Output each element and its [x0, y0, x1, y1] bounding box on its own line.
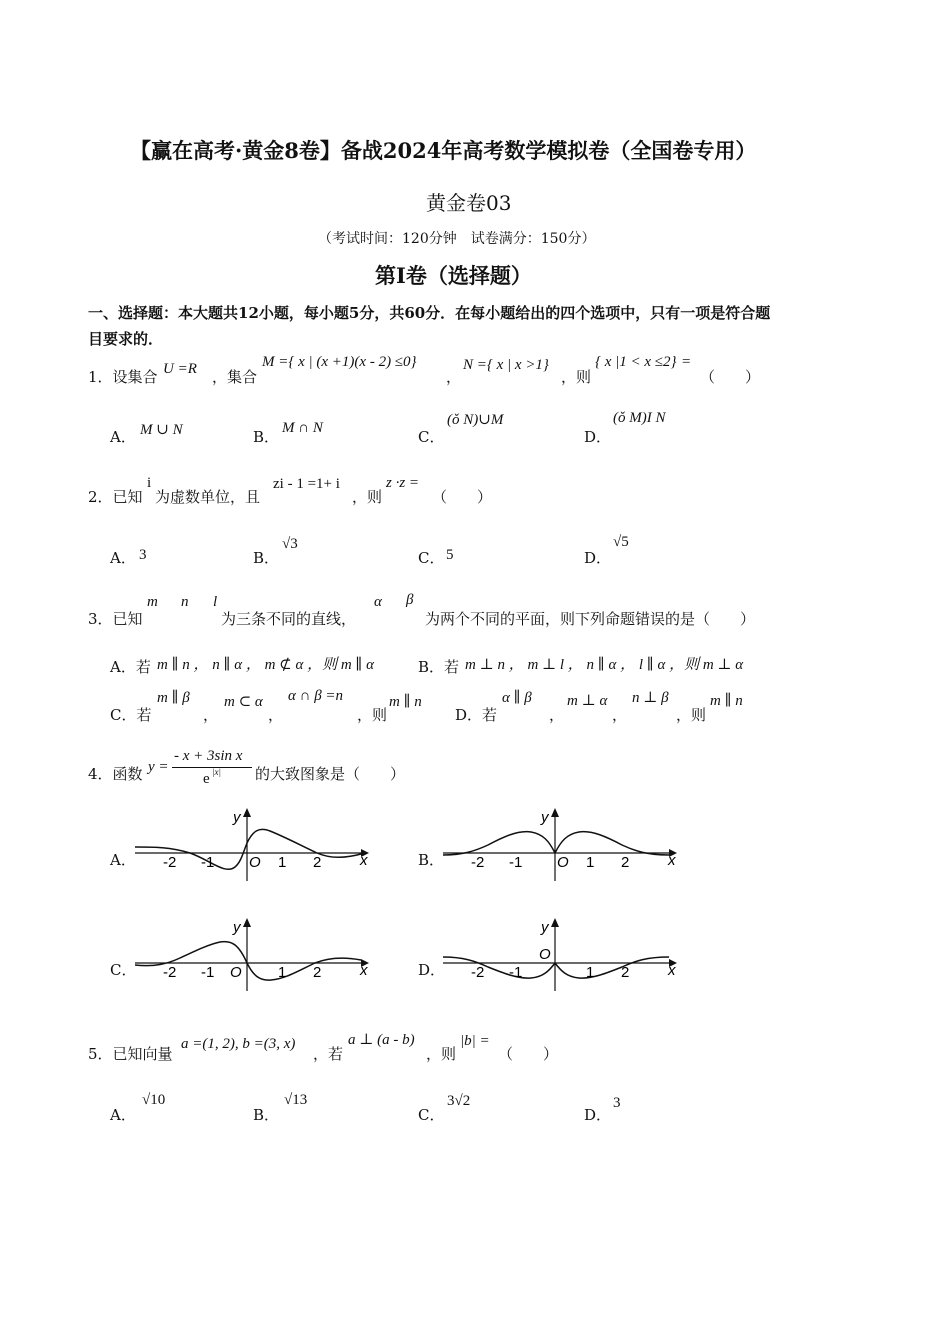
option-label: D．若 [455, 706, 498, 724]
q1-set-M: M ={ x | (x +1)(x - 2) ≤0} [262, 354, 417, 370]
exam-info: （考试时间：120分钟 试卷满分：150分） [318, 231, 596, 247]
option-label: D． [418, 961, 446, 979]
answer-paren: （ ） [498, 1045, 559, 1063]
option-label: C． [418, 549, 445, 567]
option-expr: m ∥ n [710, 693, 743, 709]
answer-paren: （ ） [700, 368, 761, 386]
function-curve [443, 832, 669, 855]
q3-text: 为三条不同的直线， [221, 610, 357, 628]
axis-label-y: y [541, 809, 549, 826]
option-expr: α ∥ β [502, 690, 532, 706]
q5-text: ，若 [313, 1045, 344, 1063]
q5-text: ，则 [426, 1045, 457, 1063]
q1-target-set: { x |1 < x ≤2} [595, 354, 677, 370]
option-expr: (ǒ M)I N [613, 410, 666, 426]
option-text: ， [549, 706, 565, 724]
tick-label: 1 [278, 854, 287, 871]
tick-label: -2 [471, 964, 485, 981]
tick-label: -2 [163, 964, 177, 981]
graph-option-c [135, 915, 375, 995]
graph-option-a [135, 805, 375, 885]
option-expr: M ∩ N [282, 420, 323, 436]
option-expr: (ǒ N)∪M [447, 412, 504, 428]
option-label: D． [584, 1106, 612, 1124]
tick-label: 2 [621, 854, 630, 871]
graph-option-d [443, 915, 683, 995]
option-text: ，则 [357, 706, 388, 724]
q3-line-l: l [213, 594, 218, 610]
origin-label: O [539, 946, 551, 963]
option-expr: 5 [446, 547, 454, 563]
axis-label-x: x [668, 962, 676, 979]
option-expr: m ⊥ α [567, 693, 608, 709]
q5-condition: a ⊥ (a - b) [348, 1032, 415, 1048]
option-expr: m ⊂ α [224, 694, 263, 710]
axis-label-x: x [360, 962, 368, 979]
q4-function-y: y = [148, 759, 169, 775]
q1-stem: 1．设集合 [88, 368, 158, 386]
tick-label: -1 [201, 854, 215, 871]
axis-label-y: y [541, 919, 549, 936]
axis-label-x: x [360, 852, 368, 869]
q1-text: ，则 [561, 368, 592, 386]
y-axis-arrow [243, 808, 251, 817]
option-text: ， [268, 706, 284, 724]
option-label: A． [110, 549, 136, 567]
option-label: C． [418, 428, 445, 446]
option-expr: n ⊥ β [632, 690, 669, 706]
option-expr: 3 [139, 547, 147, 563]
option-label: D． [584, 428, 612, 446]
exam-subtitle: 黄金卷03 [426, 191, 512, 215]
q4-exponent: |x| [212, 767, 221, 777]
tick-label: 2 [621, 964, 630, 981]
q4-denominator: e [203, 771, 210, 787]
section-instructions-line1: 一、选择题：本大题共12小题，每小题5分，共60分．在每小题给出的四个选项中，只有一项是符合题 [88, 304, 771, 322]
option-text: ， [203, 706, 219, 724]
origin-label: O [557, 854, 569, 871]
tick-label: 1 [278, 964, 287, 981]
option-label: A． [110, 851, 136, 869]
tick-label: 1 [586, 964, 595, 981]
option-label: D． [584, 549, 612, 567]
option-expr: m ∥ n ， n ∥ α ， m ⊄ α ，则 m ∥ α [157, 657, 374, 673]
q3-line-m: m [147, 594, 158, 610]
option-expr: √5 [613, 534, 629, 550]
axis-label-y: y [233, 809, 241, 826]
tick-label: -2 [163, 854, 177, 871]
tick-label: -1 [509, 964, 523, 981]
tick-label: -1 [201, 964, 215, 981]
option-label: A． [110, 428, 136, 446]
option-label: B． [253, 549, 280, 567]
option-expr: m ⊥ n ， m ⊥ l ， n ∥ α ， l ∥ α ，则 m ⊥ α [465, 657, 744, 673]
option-label: B．若 [418, 658, 460, 676]
tick-label: -2 [471, 854, 485, 871]
option-label: A．若 [110, 658, 151, 676]
option-label: C． [110, 961, 137, 979]
option-label: C．若 [110, 706, 152, 724]
tick-label: 2 [313, 964, 322, 981]
q2-equation: zi - 1 =1+ i [273, 476, 340, 492]
q2-text: ，则 [352, 488, 383, 506]
tick-label: 2 [313, 854, 322, 871]
q2-text: 为虚数单位，且 [155, 488, 261, 506]
y-axis-arrow [551, 918, 559, 927]
origin-label: O [230, 964, 242, 981]
q2-stem: 2．已知 [88, 488, 143, 506]
section-instructions-line2: 目要求的． [88, 330, 164, 348]
answer-paren: （ ） [432, 488, 493, 506]
graph-option-b [443, 805, 683, 885]
q1-text: ， [446, 368, 462, 386]
q4-stem: 4．函数 [88, 765, 143, 783]
q3-stem: 3．已知 [88, 610, 143, 628]
tick-label: -1 [509, 854, 523, 871]
q1-equals: = [682, 354, 691, 370]
q1-set-N: N ={ x | x >1} [463, 357, 549, 373]
origin-label: O [249, 854, 261, 871]
tick-label: 1 [586, 854, 595, 871]
option-expr: m ∥ β [157, 690, 190, 706]
option-expr: √13 [284, 1092, 308, 1108]
q2-product: z ·z = [386, 475, 420, 491]
axis-label-x: x [668, 852, 676, 869]
q1-universal-set: U =R [163, 361, 197, 377]
q4-numerator: - x + 3sin x [174, 748, 243, 764]
q3-text: 为两个不同的平面，则下列命题错误的是（ ） [425, 610, 756, 628]
q4-text: 的大致图象是（ ） [255, 765, 406, 783]
q5-magnitude: |b| = [460, 1033, 490, 1049]
axis-label-y: y [233, 919, 241, 936]
option-text: ， [612, 706, 628, 724]
option-label: B． [418, 851, 445, 869]
option-expr: √3 [282, 536, 298, 552]
y-axis-arrow [243, 918, 251, 927]
q3-line-n: n [181, 594, 189, 610]
q2-imaginary-unit: i [147, 475, 152, 491]
exam-title: 【赢在高考·黄金8卷】备战2024年高考数学模拟卷（全国卷专用） [130, 138, 757, 163]
q3-plane-alpha: α [374, 594, 382, 610]
option-label: B． [253, 1106, 280, 1124]
option-expr: √10 [142, 1092, 166, 1108]
q5-stem: 5．已知向量 [88, 1045, 173, 1063]
option-expr: M ∪ N [140, 422, 183, 438]
option-label: A． [110, 1106, 136, 1124]
q3-plane-beta: β [406, 592, 414, 608]
option-expr: 3 [613, 1095, 621, 1111]
option-expr: 3√2 [447, 1093, 471, 1109]
option-expr: m ∥ n [389, 694, 422, 710]
part-title: 第I卷（选择题） [375, 263, 532, 288]
option-label: C． [418, 1106, 445, 1124]
option-label: B． [253, 428, 280, 446]
q1-text: ，集合 [212, 368, 258, 386]
option-text: ，则 [676, 706, 707, 724]
q5-vectors: a =(1, 2), b =(3, x) [181, 1036, 296, 1052]
y-axis-arrow [551, 808, 559, 817]
option-expr: α ∩ β =n [288, 688, 344, 704]
